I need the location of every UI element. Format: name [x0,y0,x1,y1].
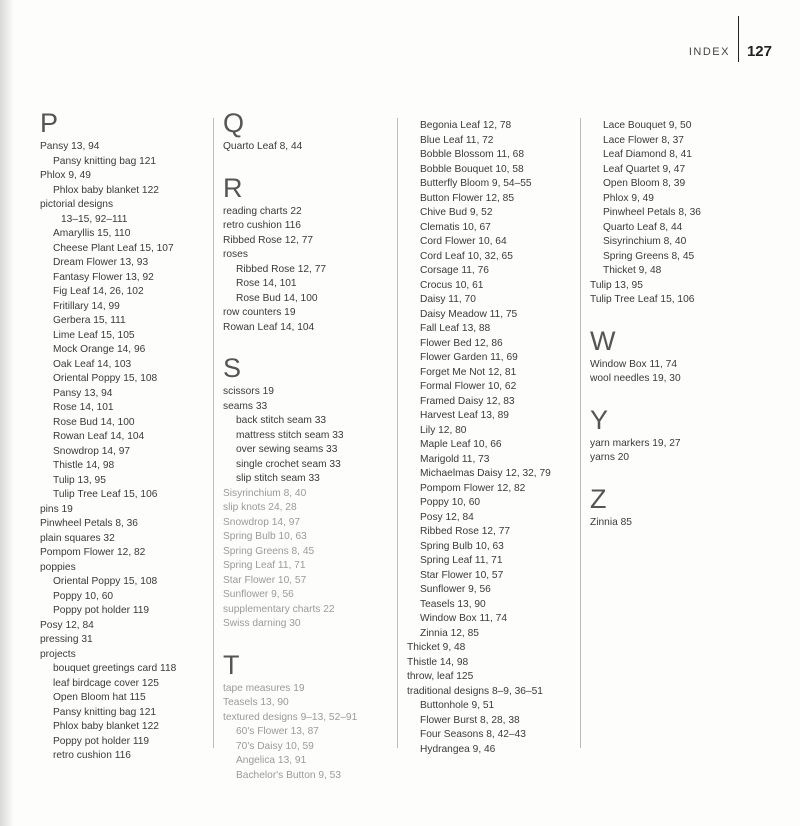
index-entry: supplementary charts 22 [223,603,335,615]
index-subentry: mattress stitch seam 33 [236,429,344,441]
running-header [689,28,772,74]
index-letter-group [407,119,577,757]
index-subentry: Framed Daisy 12, 83 [420,395,515,407]
index-subentry: Ribbed Rose 12, 77 [420,526,511,537]
index-subentry: Sisyrinchium 8, 40 [603,236,687,247]
index-entry: seams 33 [223,400,268,412]
index-subentry: Oak Leaf 14, 103 [53,358,132,370]
index-letter-group [590,405,770,466]
index-subentry: Michaelmas Daisy 12, 32, 79 [420,468,551,479]
index-entry: Snowdrop 14, 97 [223,516,301,528]
index-subentry: Clematis 10, 67 [420,221,491,233]
index-column-1 [40,108,208,782]
index-letter-group [40,108,208,764]
index-subentry: Hydrangea 9, 46 [420,743,496,755]
index-subentry: Begonia Leaf 12, 78 [420,120,512,131]
index-entry: Swiss darning 30 [223,618,301,629]
index-subentry: Phlox baby blanket 122 [53,721,159,732]
index-subentry: Gerbera 15, 111 [53,315,126,326]
index-letter-heading: Q [223,108,245,138]
index-entry: plain squares 32 [40,532,115,544]
index-subentry: Quarto Leaf 8, 44 [603,221,683,233]
index-subentry: Rowan Leaf 14, 104 [53,431,145,442]
index-subentry: over sewing seams 33 [236,444,338,455]
index-subentry: Poppy 10, 60 [420,497,481,508]
index-letter-heading: T [223,649,240,680]
index-letter-group [223,108,398,155]
index-subentry: Teasels 13, 90 [420,598,486,610]
index-entry: poppies [40,561,76,573]
index-subentry: Leaf Quartet 9, 47 [603,163,686,175]
index-letter-heading: W [590,325,616,356]
index-subentry: Posy 12, 84 [420,511,474,523]
index-subentry: Oriental Poppy 15, 108 [53,576,158,587]
index-entry: row counters 19 [223,307,296,318]
index-letter-group [590,484,770,531]
index-subentry: Buttonhole 9, 51 [420,700,495,711]
index-entry: scissors 19 [223,386,274,397]
index-entry: Star Flower 10, 57 [223,574,307,586]
index-subentry: Fig Leaf 14, 26, 102 [53,286,144,297]
index-subentry: Thistle 14, 98 [53,460,115,471]
index-entry: Pansy 13, 94 [40,141,100,152]
index-entry: Pinwheel Petals 8, 36 [40,518,138,529]
index-subentry: 13–15, 92–111 [61,213,128,225]
index-subentry: Butterfly Bloom 9, 54–55 [420,178,532,189]
index-subentry: Snowdrop 14, 97 [53,445,131,457]
index-entry: Window Box 11, 74 [590,358,678,370]
index-subentry: Button Flower 12, 85 [420,192,515,204]
index-subentry: Lime Leaf 15, 105 [53,329,135,341]
index-letter-heading: P [40,108,59,138]
index-subentry: Tulip 13, 95 [53,474,106,486]
index-subentry: Dream Flower 13, 93 [53,257,149,268]
index-subentry: Harvest Leaf 13, 89 [420,410,509,421]
index-entry: Tulip 13, 95 [590,279,643,291]
index-entry: wool needles 19, 30 [590,373,681,384]
index-column-3 [407,119,577,775]
index-entry: Tulip Tree Leaf 15, 106 [590,294,695,305]
index-subentry: Star Flower 10, 57 [420,569,504,581]
index-subentry: Lily 12, 80 [420,424,467,436]
index-subentry: Bobble Bouquet 10, 58 [420,163,524,175]
index-subentry: Open Bloom hat 115 [53,692,146,703]
index-subentry: Poppy pot holder 119 [53,605,150,616]
index-subentry: leaf birdcage cover 125 [53,677,159,689]
index-entry: Posy 12, 84 [40,619,94,631]
index-subentry: Daisy Meadow 11, 75 [420,308,518,320]
page-number: 127 [746,42,772,60]
index-subentry: Leaf Diamond 8, 41 [603,149,692,160]
index-subentry: Lace Bouquet 9, 50 [603,120,692,131]
index-subentry: Cord Leaf 10, 32, 65 [420,250,513,262]
index-entry: tape measures 19 [223,682,305,694]
index-entry: Thicket 9, 48 [407,642,466,653]
index-letter-group [223,173,398,336]
index-entry: reading charts 22 [223,205,302,217]
index-subentry: Cord Flower 10, 64 [420,236,507,247]
index-subentry: Fritillary 14, 99 [53,300,120,312]
index-subentry: Rose 14, 101 [236,278,297,289]
index-column-2 [223,108,398,801]
index-entry: throw, leaf 125 [407,671,474,682]
index-entry: Spring Leaf 11, 71 [223,560,306,571]
index-subentry: Flower Burst 8, 28, 38 [420,714,520,726]
index-entry: Sunflower 9, 56 [223,589,294,600]
index-subentry: Blue Leaf 11, 72 [420,134,494,146]
index-subentry: Pompom Flower 12, 82 [420,482,526,494]
index-subentry: Fall Leaf 13, 88 [420,323,491,334]
index-entry: Quarto Leaf 8, 44 [223,141,303,152]
index-subentry: Forget Me Not 12, 81 [420,366,517,378]
index-subentry: Sunflower 9, 56 [420,584,491,595]
index-subentry: 70's Daisy 10, 59 [236,740,314,752]
index-subentry: Rose Bud 14, 100 [53,416,135,428]
index-subentry: Mock Orange 14, 96 [53,344,146,355]
index-subentry: slip stitch seam 33 [236,473,320,484]
index-subentry: Poppy pot holder 119 [53,735,150,747]
index-entry: slip knots 24, 28 [223,502,297,513]
index-entry: Pompom Flower 12, 82 [40,547,146,558]
index-subentry: Bobble Blossom 11, 68 [420,149,525,160]
index-subentry: back stitch seam 33 [236,415,327,426]
index-subentry: Bachelor's Button 9, 53 [236,769,342,781]
index-entry: retro cushion 116 [223,220,301,231]
page-gutter-shadow [0,0,14,826]
index-subentry: Amaryllis 15, 110 [53,228,131,239]
index-subentry: Crocus 10, 61 [420,279,484,291]
index-subentry: Fantasy Flower 13, 92 [53,271,154,283]
index-subentry: Pansy knitting bag 121 [53,706,157,718]
index-subentry: Flower Bed 12, 86 [420,337,503,349]
index-subentry: Spring Greens 8, 45 [603,250,695,262]
index-subentry: Open Bloom 8, 39 [603,178,686,189]
index-subentry: Corsage 11, 76 [420,265,489,276]
index-column-4 [590,119,770,548]
index-subentry: Phlox 9, 49 [603,192,654,204]
index-subentry: Daisy 11, 70 [420,294,476,305]
column-divider [580,118,581,748]
index-entry: roses [223,249,248,260]
index-entry: projects [40,648,76,660]
index-entry: traditional designs 8–9, 36–51 [407,685,543,697]
index-letter-group [223,353,398,632]
index-entry: Teasels 13, 90 [223,697,289,708]
index-letter-group [590,326,770,387]
index-letter-heading: Z [590,483,607,514]
index-subentry: retro cushion 116 [53,750,131,761]
index-subentry: Phlox baby blanket 122 [53,184,159,196]
index-subentry: Pansy knitting bag 121 [53,155,157,167]
index-entry: Thistle 14, 98 [407,656,469,668]
index-subentry: Thicket 9, 48 [603,265,662,276]
index-subentry: Four Seasons 8, 42–43 [420,729,526,740]
index-entry: Zinnia 85 [590,516,632,528]
index-entry: Ribbed Rose 12, 77 [223,234,314,246]
index-subentry: Lace Flower 8, 37 [603,134,684,146]
index-subentry: Spring Bulb 10, 63 [420,540,504,552]
index-entry: Phlox 9, 49 [40,170,91,181]
section-name: INDEX [688,46,730,58]
index-subentry: Maple Leaf 10, 66 [420,439,502,450]
index-letter-heading: S [223,353,242,383]
index-subentry: Spring Leaf 11, 71 [420,555,503,566]
index-letter-group [223,650,398,784]
index-entry: pressing 31 [40,634,93,645]
index-subentry: Rose 14, 101 [53,402,114,413]
index-subentry: bouquet greetings card 118 [53,663,177,674]
index-letter-heading: R [223,172,243,203]
index-entry: Spring Bulb 10, 63 [223,531,307,542]
index-letter-heading: Y [590,404,609,435]
index-entry: textured designs 9–13, 52–91 [223,711,358,723]
index-entry: pins 19 [40,503,73,515]
index-subentry: Window Box 11, 74 [420,613,508,624]
index-subentry: Angelica 13, 91 [236,755,307,766]
index-subentry: Zinnia 12, 85 [420,627,479,639]
index-entry: Spring Greens 8, 45 [223,545,315,557]
header-divider [738,16,739,62]
column-divider [213,118,214,748]
index-subentry: Cheese Plant Leaf 15, 107 [53,242,174,254]
index-entry: pictorial designs [40,199,114,210]
index-subentry: Rose Bud 14, 100 [236,292,318,304]
index-subentry: Chive Bud 9, 52 [420,207,493,218]
index-entry: yarn markers 19, 27 [590,437,681,449]
index-entry: yarns 20 [590,452,630,463]
index-entry: Sisyrinchium 8, 40 [223,487,307,499]
index-subentry: Formal Flower 10, 62 [420,381,517,392]
index-entry: Rowan Leaf 14, 104 [223,321,315,333]
index-subentry: Pinwheel Petals 8, 36 [603,207,701,218]
index-subentry: 60's Flower 13, 87 [236,726,319,737]
index-subentry: Ribbed Rose 12, 77 [236,263,327,275]
index-subentry: Flower Garden 11, 69 [420,352,518,363]
index-subentry: Oriental Poppy 15, 108 [53,373,158,384]
index-subentry: single crochet seam 33 [236,458,341,470]
index-subentry: Pansy 13, 94 [53,387,113,399]
index-subentry: Marigold 11, 73 [420,453,490,465]
index-subentry: Poppy 10, 60 [53,590,114,602]
index-subentry: Tulip Tree Leaf 15, 106 [53,489,158,500]
index-letter-group [590,119,770,308]
